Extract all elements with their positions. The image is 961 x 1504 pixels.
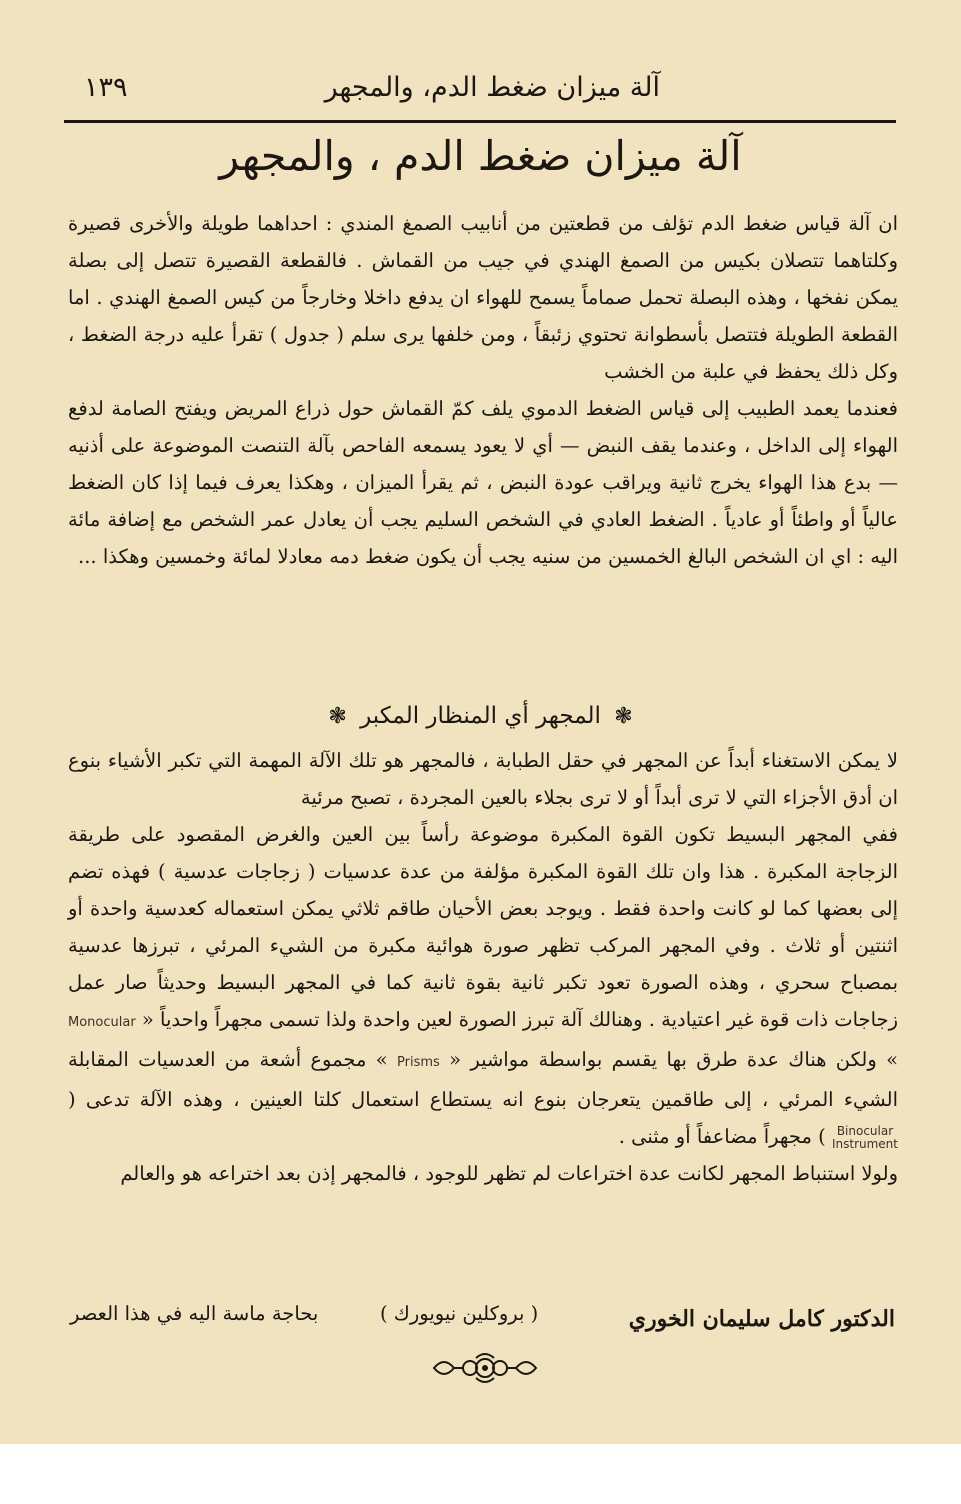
paragraph-text: » ولكن هناك عدة طرق بها يقسم بواسطة مواشير «	[449, 1048, 898, 1071]
latin-term-monocular: Monocular	[68, 1015, 136, 1030]
section-title: المجهر أي المنظار المكبر	[360, 703, 601, 729]
flower-ornament-icon: ❃	[328, 704, 347, 729]
latin-term-instrument: Instrument	[831, 1136, 898, 1151]
latin-term-binocular-instrument	[832, 1125, 898, 1151]
latin-term-binocular: Binocular	[836, 1123, 894, 1138]
location: ( بروكلين نيويورك )	[380, 1302, 539, 1325]
section-heading	[0, 703, 961, 729]
paragraph: لا يمكن الاستغناء أبداً عن المجهر في حقل الطبابة ، فالمجهر هو تلك الآلة المهمة التي تكبر الأشياء بنوع ان أدق الأجزاء التي لا ترى أبداً أو لا ترى بجلاء بالعين المجردة ، تصبح مرئية	[68, 749, 898, 809]
paragraph: ان آلة قياس ضغط الدم تؤلف من قطعتين من أنابيب الصمغ المندي : احداهما طويلة والأخرى قصيرة وكلتاهما تتصلان بكيس من الصمغ الهندي في جيب من القماش . فالقطعة القصيرة تتصل إلى بصلة يمكن نفخها ، وهذه البصلة تحمل صماماً يسمح للهواء ان يدفع داخلا وخارجاً من كيس الصمغ الهندي . اما القطعة الطويلة فتتصل بأسطوانة تحتوي زئبقاً ، ومن خلفها يرى سلم ( جدول ) تقرأ عليه درجة الضغط ، وكل ذلك يحفظ في علبة من الخشب	[68, 212, 898, 383]
paragraph-text: ففي المجهر البسيط تكون القوة المكبرة موضوعة رأساً بين العين والغرض المقصود على طريقة الزجاجة المكبرة . هذا وان تلك القوة المكبرة مؤلفة من عدة عدسيات ( زجاجات عدسية ) فهذه تضم إلى بعضها كما لو كانت واحدة فقط . ويوجد بعض الأحيان طاقم ثلاثي يمكن استعماله كعدسية واحدة أو اثنتين أو ثلاث . وفي المجهر المركب تظهر صورة هوائية مكبرة من الشيء المرئي ، تبرزها عدسية بمصباح سحري ، وهذه الصورة تعود تكبر ثانية بقوة ثانية كما في المجهر البسيط وحديثاً صار عمل زجاجات ذات قوة غير اعتيادية . وهنالك آلة تبرز الصورة لعين واحدة ولذا تسمى مجهراً واحدياً «	[68, 823, 898, 1031]
article-body	[68, 205, 898, 575]
end-ornament-icon	[430, 1352, 540, 1384]
author-signature: الدكتور كامل سليمان الخوري	[628, 1306, 895, 1332]
header-rule	[64, 120, 896, 123]
article-title: آلة ميزان ضغط الدم ، والمجهر	[219, 132, 742, 180]
paragraph	[68, 816, 898, 1155]
flower-ornament-icon: ❃	[614, 704, 633, 729]
section-body	[68, 742, 898, 1192]
latin-term-prisms: Prisms	[397, 1055, 440, 1070]
page-number: ١٣٩	[84, 72, 128, 103]
page-header	[70, 66, 895, 116]
paragraph-text: ) مجهراً مضاعفاً أو مثنى .	[618, 1125, 826, 1148]
running-title: آلة ميزان ضغط الدم، والمجهر	[324, 72, 660, 103]
closing-line	[70, 1302, 895, 1342]
paragraph: ولولا استنباط المجهر لكانت عدة اختراعات لم تظهر للوجود ، فالمجهر إذن بعد اختراعه هو والعالم	[120, 1162, 898, 1185]
closing-text: بحاجة ماسة اليه في هذا العصر	[70, 1302, 319, 1325]
paragraph: فعندما يعمد الطبيب إلى قياس الضغط الدموي يلف كمّ القماش حول ذراع المريض ويفتح الصامة لدفع الهواء إلى الداخل ، وعندما يقف النبض — أي لا يعود يسمعه الفاحص بآلة التنصت الموضوعة على أذنيه — بدع هذا الهواء يخرج ثانية ويراقب عودة النبض ، ثم يقرأ الميزان ، وهكذا يعرف فيما إذا كان الضغط عالياً أو واطئاً أو عادياً . الضغط العادي في الشخص السليم يجب أن يعادل عمر الشخص مع إضافة مائة اليه : اي ان الشخص البالغ الخمسين من سنيه يجب أن يكون ضغط دمه معادلا لمائة وخمسين وهكذا ...	[68, 397, 898, 568]
paragraph-text: » مجموع أشعة من العدسيات المقابلة الشيء المرئي ، إلى طاقمين يتعرجان بنوع انه يستطاع استعمال كلتا العينين ، وهذه الآلة تدعى (	[68, 1048, 898, 1111]
